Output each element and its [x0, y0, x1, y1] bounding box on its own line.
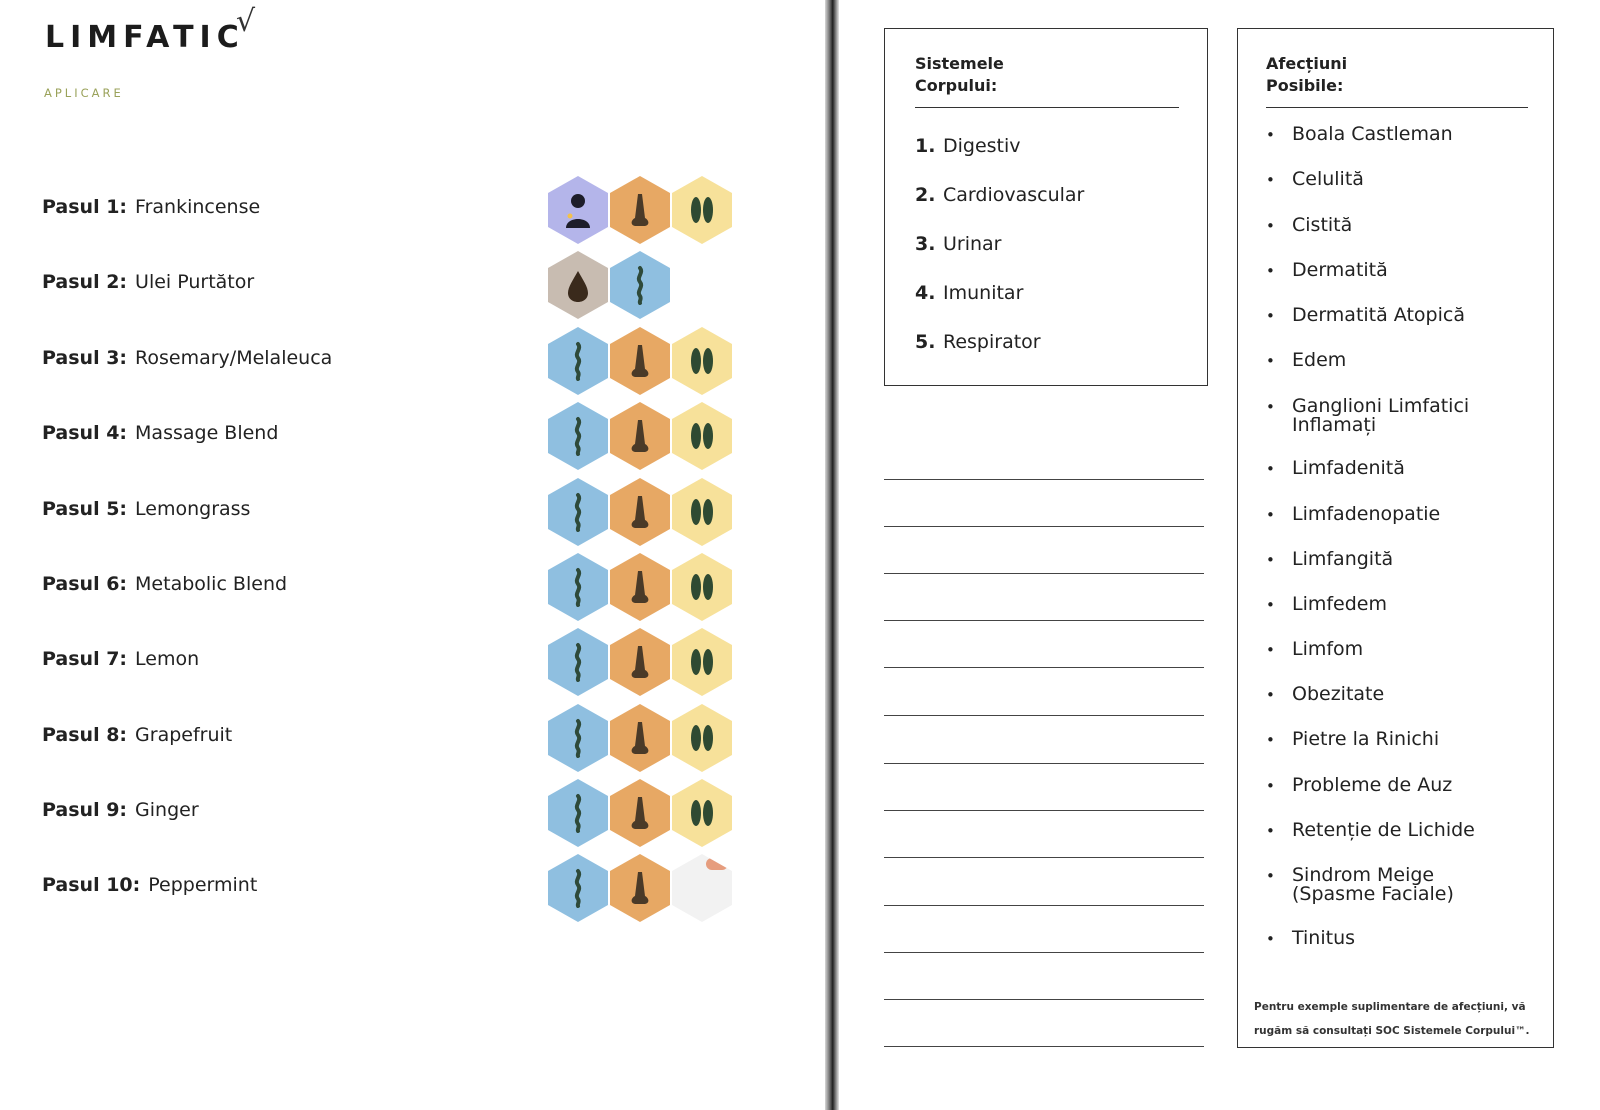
condition-item: [1266, 351, 1522, 371]
writing-line: [884, 1046, 1204, 1047]
condition-item: [1266, 397, 1522, 435]
condition-item: [1266, 261, 1522, 281]
blank-sticker-icon: [672, 854, 732, 922]
system-item: 1. Digestiv: [915, 135, 1021, 157]
conditions-box: [1237, 28, 1554, 1048]
sticker-icon: [706, 858, 728, 870]
step-6-icons: [548, 553, 734, 621]
bullet: •: [1266, 930, 1275, 948]
writing-line: [884, 952, 1204, 953]
condition-item: [1266, 216, 1522, 236]
condition-item: [1266, 125, 1522, 145]
condition-text: Limfedem: [1292, 593, 1388, 615]
nose-icon: [610, 854, 670, 922]
condition-item: [1266, 459, 1522, 479]
condition-item: [1266, 929, 1522, 949]
writing-line: [884, 763, 1204, 764]
condition-text: Celulită: [1292, 168, 1364, 190]
spine-icon: [548, 478, 608, 546]
step-oil-name: Grapefruit: [135, 724, 233, 746]
bullet: •: [1266, 460, 1275, 478]
step-4-icons: [548, 402, 734, 470]
step-6: Pasul 6: Metabolic Blend: [42, 573, 288, 595]
condition-text: Limfom: [1292, 638, 1364, 660]
bullet: •: [1266, 352, 1275, 370]
spine-icon: [548, 704, 608, 772]
condition-text: Sindrom Meige (Spasme Faciale): [1292, 864, 1454, 905]
bullet: •: [1266, 686, 1275, 704]
spine-icon: [548, 402, 608, 470]
drop-icon: [548, 251, 608, 319]
step-oil-name: Frankincense: [135, 196, 261, 218]
condition-item: [1266, 595, 1522, 615]
step-oil-name: Massage Blend: [135, 422, 279, 444]
bullet: •: [1266, 777, 1275, 795]
spine-icon: [548, 628, 608, 696]
body-systems-heading: Sistemele Corpului:: [915, 54, 1004, 95]
step-oil-name: Rosemary/Melaleuca: [135, 347, 333, 369]
bullet: •: [1266, 731, 1275, 749]
step-9-icons: [548, 779, 734, 847]
page-subtitle: APLICARE: [44, 86, 124, 100]
step-oil-name: Peppermint: [148, 874, 258, 896]
feet-icon: [672, 478, 732, 546]
condition-text: Limfadenopatie: [1292, 503, 1441, 525]
feet-icon: [672, 628, 732, 696]
step-oil-name: Ulei Purtător: [135, 271, 255, 293]
nose-icon: [610, 628, 670, 696]
writing-line: [884, 715, 1204, 716]
page-title: LIMFATIC: [45, 20, 245, 55]
spine-icon: [548, 779, 608, 847]
nose-icon: [610, 327, 670, 395]
condition-item: [1266, 866, 1522, 904]
feet-icon: [672, 553, 732, 621]
nose-icon: [610, 478, 670, 546]
feet-icon: [672, 327, 732, 395]
condition-text: Limfangită: [1292, 548, 1394, 570]
writing-line: [884, 999, 1204, 1000]
nose-icon: [610, 553, 670, 621]
step-9: Pasul 9: Ginger: [42, 799, 199, 821]
nose-icon: [610, 704, 670, 772]
condition-text: Tinitus: [1292, 927, 1356, 949]
step-oil-name: Metabolic Blend: [135, 573, 288, 595]
spine-icon: [548, 327, 608, 395]
step-10-icons: [548, 854, 734, 922]
step-2: Pasul 2: Ulei Purtător: [42, 271, 255, 293]
step-5-icons: [548, 478, 734, 546]
handwritten-check-mark: √: [236, 4, 256, 39]
system-item: 4. Imunitar: [915, 282, 1024, 304]
spine-icon: [548, 854, 608, 922]
condition-text: Edem: [1292, 349, 1347, 371]
feet-icon: [672, 176, 732, 244]
writing-line: [884, 857, 1204, 858]
feet-icon: [672, 704, 732, 772]
nose-icon: [610, 176, 670, 244]
head-icon: [548, 176, 608, 244]
spine-icon: [548, 553, 608, 621]
bullet: •: [1266, 551, 1275, 569]
step-10: Pasul 10: Peppermint: [42, 874, 258, 896]
writing-line: [884, 667, 1204, 668]
bullet: •: [1266, 398, 1275, 416]
bullet: •: [1266, 867, 1275, 885]
body-systems-box: [884, 28, 1208, 386]
bullet: •: [1266, 596, 1275, 614]
condition-text: Ganglioni Limfatici Inflamați: [1292, 395, 1470, 436]
step-7-icons: [548, 628, 734, 696]
step-oil-name: Lemon: [135, 648, 200, 670]
condition-item: [1266, 550, 1522, 570]
step-7: Pasul 7: Lemon: [42, 648, 200, 670]
step-1-icons: [548, 176, 734, 244]
spine-icon: [610, 251, 670, 319]
condition-text: Boala Castleman: [1292, 123, 1453, 145]
bullet: •: [1266, 307, 1275, 325]
condition-item: [1266, 505, 1522, 525]
step-2-icons: [548, 251, 672, 319]
step-1: Pasul 1: Frankincense: [42, 196, 261, 218]
condition-item: [1266, 821, 1522, 841]
condition-text: Retenție de Lichide: [1292, 819, 1475, 841]
condition-item: [1266, 685, 1522, 705]
bullet: •: [1266, 822, 1275, 840]
condition-item: [1266, 730, 1522, 750]
condition-text: Limfadenită: [1292, 457, 1405, 479]
step-3: Pasul 3: Rosemary/Melaleuca: [42, 347, 333, 369]
nose-icon: [610, 402, 670, 470]
step-3-icons: [548, 327, 734, 395]
condition-text: Obezitate: [1292, 683, 1385, 705]
condition-item: [1266, 170, 1522, 190]
writing-line: [884, 573, 1204, 574]
writing-line: [884, 905, 1204, 906]
step-5: Pasul 5: Lemongrass: [42, 498, 251, 520]
condition-text: Dermatită: [1292, 259, 1388, 281]
step-8-icons: [548, 704, 734, 772]
bullet: •: [1266, 217, 1275, 235]
feet-icon: [672, 779, 732, 847]
feet-icon: [672, 402, 732, 470]
condition-item: [1266, 640, 1522, 660]
step-oil-name: Ginger: [135, 799, 199, 821]
condition-item: [1266, 306, 1522, 326]
condition-text: Probleme de Auz: [1292, 774, 1453, 796]
writing-line: [884, 526, 1204, 527]
book-spine: [825, 0, 839, 1110]
condition-text: Cistită: [1292, 214, 1353, 236]
bullet: •: [1266, 126, 1275, 144]
bullet: •: [1266, 641, 1275, 659]
condition-text: Dermatită Atopică: [1292, 304, 1465, 326]
footnote: Pentru exemple suplimentare de afecțiuni, vă rugăm să consultați SOC Sistemele Corpului™.: [1254, 1001, 1530, 1037]
heading-rule: [915, 107, 1179, 108]
nose-icon: [610, 779, 670, 847]
bullet: •: [1266, 262, 1275, 280]
system-item: 2. Cardiovascular: [915, 184, 1085, 206]
step-4: Pasul 4: Massage Blend: [42, 422, 279, 444]
conditions-heading: Afecțiuni Posibile:: [1266, 54, 1348, 95]
writing-line: [884, 620, 1204, 621]
writing-line: [884, 810, 1204, 811]
heading-rule: [1266, 107, 1528, 108]
step-8: Pasul 8: Grapefruit: [42, 724, 233, 746]
system-item: 5. Respirator: [915, 331, 1041, 353]
writing-line: [884, 479, 1204, 480]
system-item: 3. Urinar: [915, 233, 1002, 255]
bullet: •: [1266, 171, 1275, 189]
bullet: •: [1266, 506, 1275, 524]
condition-item: [1266, 776, 1522, 796]
condition-text: Pietre la Rinichi: [1292, 728, 1440, 750]
step-oil-name: Lemongrass: [135, 498, 251, 520]
